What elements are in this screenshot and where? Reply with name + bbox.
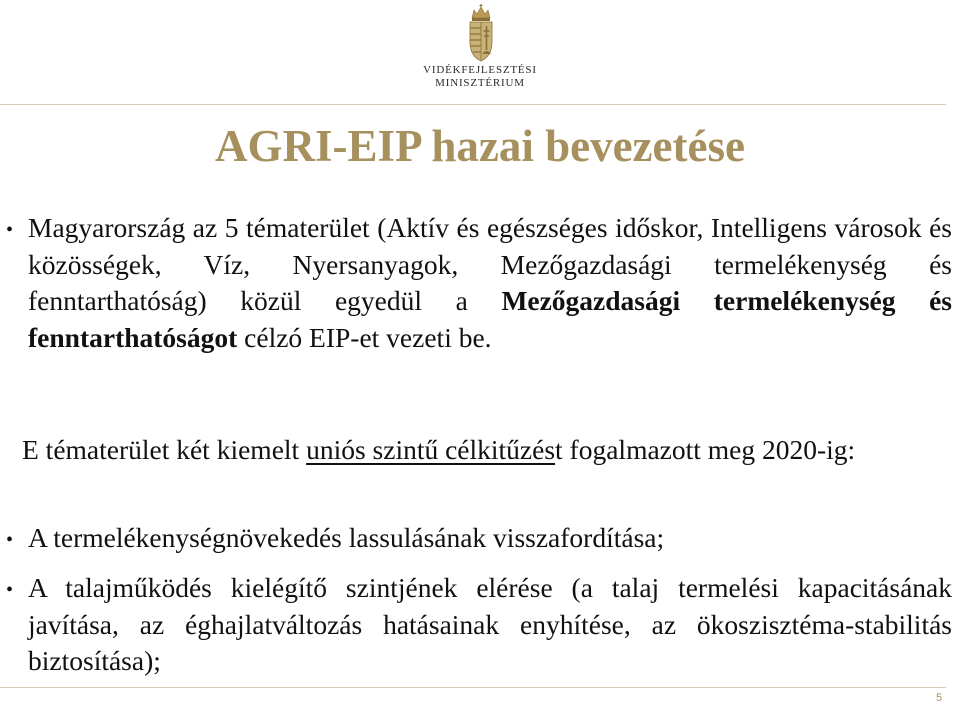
bullet-item-3: A talajműködés kielégítő szintjének elérése (a talaj termelési kapacitásának javítása, az éghajlatváltozás hatásainak enyhítése, az ökoszisztéma-stabilitás biztosítása); xyxy=(28,572,952,676)
slide-title: AGRI-EIP hazai bevezetése xyxy=(215,121,745,171)
bullet1-text-start: Magyarország az 5 tématerület (Aktív és egészséges időskor, Intelligens városok és közösségek, Víz, Nyersanyagok, Mezőgazdasági termelékenység és fenntarthatóság) közül egyedül a xyxy=(28,212,952,316)
header-divider xyxy=(0,104,946,105)
hungarian-coat-of-arms-icon xyxy=(466,4,496,62)
footer-divider xyxy=(0,687,946,688)
bullet-marker: • xyxy=(6,529,14,551)
bullet-marker: • xyxy=(6,219,14,241)
para-text-start: E tématerület két kiemelt xyxy=(22,434,307,465)
ministry-name-line2: MINISZTÉRIUM xyxy=(435,77,525,89)
bullet1-bold-text: Mezőgazdasági termelékenység és fenntarthatóságot xyxy=(28,285,952,353)
bullet-marker: • xyxy=(6,579,14,601)
paragraph-objectives xyxy=(22,432,952,469)
bullet-item-1 xyxy=(28,210,952,356)
para-underlined-text: uniós szintű célkitűzés xyxy=(306,434,556,465)
bullet-item-2: A termelékenységnövekedés lassulásának visszafordítása; xyxy=(28,522,665,553)
bullet1-text-end: célzó EIP-et vezeti be. xyxy=(237,321,492,353)
page-number: 5 xyxy=(936,692,943,704)
slide-header xyxy=(0,0,960,100)
ministry-name xyxy=(380,64,580,90)
ministry-name-line1: VIDÉKFEJLESZTÉSI xyxy=(423,64,537,76)
para-text-end: t fogalmazott meg 2020-ig: xyxy=(555,434,856,465)
